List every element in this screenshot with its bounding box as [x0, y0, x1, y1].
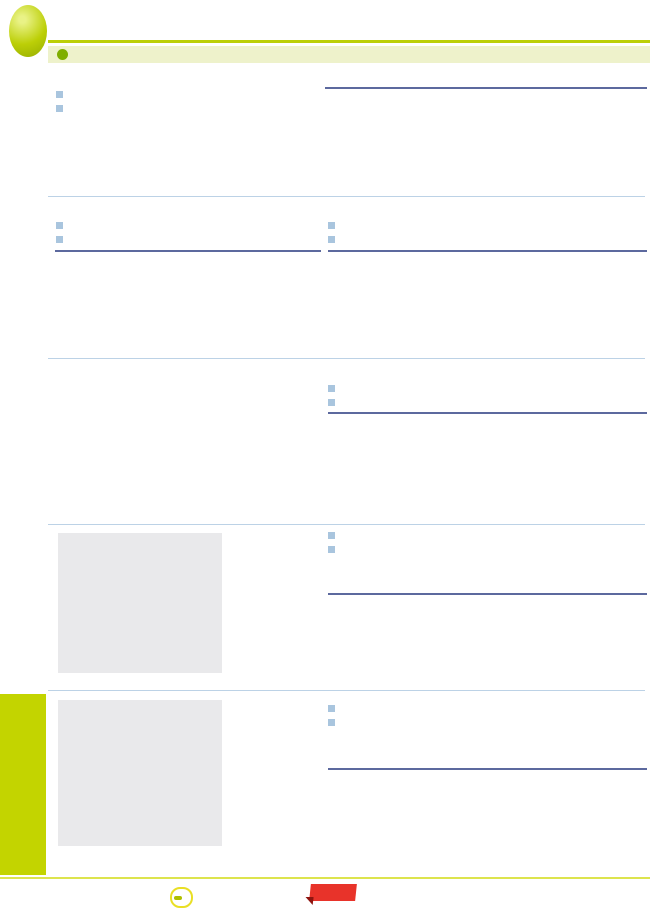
- chapter-number-badge: [9, 5, 47, 57]
- yellow-scale-zoom: [246, 704, 298, 828]
- section-kijun-header: [56, 88, 320, 119]
- section-bojou-yellow-header: [328, 700, 645, 730]
- product-photo-case-yellow: [58, 700, 222, 846]
- feature-bullet: [328, 717, 645, 730]
- price-table-bojou: [328, 593, 647, 595]
- product-photo-case-400: [70, 362, 320, 520]
- section-number-badge: [57, 49, 68, 60]
- thermometer-scale-zoom-image: [229, 556, 321, 672]
- feature-bullet: [56, 103, 320, 116]
- price-table-jcss: [55, 250, 321, 252]
- product-photo-case-300: [58, 533, 222, 673]
- feature-bullet: [328, 703, 645, 716]
- header-rule: [48, 40, 650, 43]
- section-hyojun-nijukan-header: [328, 361, 645, 410]
- price-table-bojou-yellow: [328, 768, 647, 770]
- price-table-hyojun-nijukan: [328, 412, 647, 414]
- product-title: [56, 199, 320, 216]
- section-nijukan-header: [328, 199, 645, 247]
- feature-bullet: [56, 234, 320, 247]
- footer-rule: [0, 877, 650, 879]
- feature-bullet: [328, 220, 645, 233]
- section-jcss-header: [56, 199, 320, 247]
- thermometer-case-image: [70, 362, 320, 520]
- product-title: [328, 361, 645, 378]
- feature-bullet: [328, 530, 645, 543]
- yellow-thermometer-zoom-image: [246, 704, 298, 828]
- separator: [48, 524, 645, 525]
- feature-bullet: [56, 89, 320, 102]
- thermometer-case-image: [58, 539, 222, 679]
- separator: [48, 690, 645, 691]
- section-bar: [48, 46, 650, 63]
- feature-bullet: [56, 220, 320, 233]
- active-category-tab: [0, 694, 46, 875]
- separator: [48, 196, 645, 197]
- price-table-nijukan: [328, 250, 647, 252]
- new-badge: [309, 884, 357, 901]
- mark-note-prefix: [174, 896, 182, 900]
- section-bojou-header: [328, 527, 645, 557]
- product-title: [328, 199, 645, 216]
- thermometer-case-image: [58, 706, 222, 848]
- feature-bullet: [328, 234, 645, 247]
- separator: [48, 358, 645, 359]
- price-table-kijun: [325, 87, 647, 89]
- mark-detail-note: [170, 887, 193, 908]
- feature-bullet: [328, 544, 645, 557]
- feature-bullet: [328, 397, 645, 410]
- feature-bullet: [328, 383, 645, 396]
- scale-zoom-oval: [229, 556, 321, 672]
